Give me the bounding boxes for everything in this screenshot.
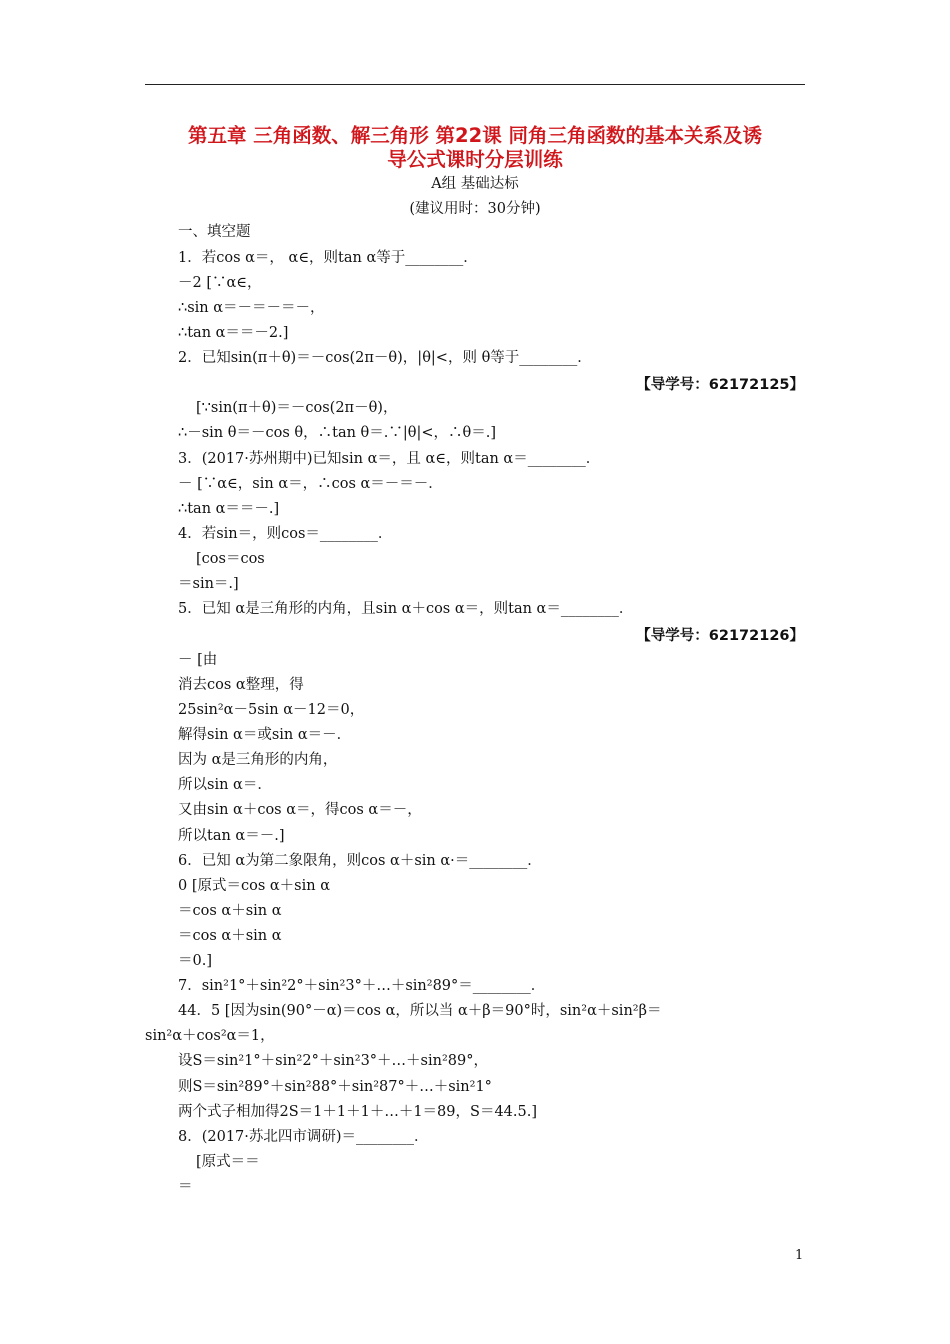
text-line: 所以tan α＝－.] bbox=[178, 828, 285, 844]
text-line: 所以sin α＝． bbox=[178, 777, 272, 793]
group-label: A组 基础达标 bbox=[431, 176, 519, 192]
text-line: 5．已知 α是三角形的内角，且sin α＋cos α＝，则tan α＝________． bbox=[178, 601, 634, 617]
text-line: 7．sin²1°＋sin²2°＋sin²3°＋…＋sin²89°＝________． bbox=[178, 978, 546, 994]
text-line: 因为 α是三角形的内角， bbox=[178, 752, 338, 768]
text-line: ＝ bbox=[178, 1179, 193, 1195]
text-line: ＝cos α＋sin α bbox=[178, 928, 282, 944]
guide-number-note: 【导学号：62172126】 bbox=[636, 628, 804, 644]
guide-number-note: 【导学号：62172125】 bbox=[636, 377, 804, 393]
text-line: 消去cos α整理，得 bbox=[178, 677, 304, 693]
text-line: ∴sin α＝－＝－＝－， bbox=[178, 300, 325, 316]
text-line: － [由 bbox=[178, 652, 218, 668]
text-line: 3．(2017·苏州期中)已知sin α＝，且 α∈，则tan α＝________． bbox=[178, 451, 601, 467]
text-line: － [∵α∈，sin α＝，∴cos α＝－＝－． bbox=[178, 476, 443, 492]
text-line: －2 [∵α∈， bbox=[178, 275, 262, 291]
page-number: 1 bbox=[795, 1248, 804, 1263]
text-line: 1．若cos α＝， α∈，则tan α等于________． bbox=[178, 250, 478, 266]
text-line: ∴tan α＝＝－2.] bbox=[178, 325, 289, 341]
text-line: 6．已知 α为第二象限角，则cos α＋sin α·＝________． bbox=[178, 853, 542, 869]
text-line: [原式＝＝ bbox=[196, 1154, 260, 1170]
text-line: 又由sin α＋cos α＝，得cos α＝－， bbox=[178, 802, 422, 818]
text-line: 一、填空题 bbox=[178, 224, 251, 240]
text-line: ∴tan α＝＝－.] bbox=[178, 501, 280, 517]
text-line: 8．(2017·苏北四市调研)＝________． bbox=[178, 1129, 429, 1145]
text-line: [cos＝cos bbox=[196, 551, 265, 567]
text-line: 设S＝sin²1°＋sin²2°＋sin²3°＋…＋sin²89°， bbox=[178, 1053, 488, 1069]
text-line: 2．已知sin(π＋θ)＝－cos(2π－θ)，|θ|<，则 θ等于________． bbox=[178, 350, 592, 366]
text-line: sin²α＋cos²α＝1， bbox=[145, 1028, 275, 1044]
text-line: 4．若sin＝，则cos＝________． bbox=[178, 526, 393, 542]
text-line: 44．5 [因为sin(90°－α)＝cos α，所以当 α＋β＝90°时，sin²α＋sin²β＝ bbox=[178, 1003, 662, 1019]
text-line: 25sin²α－5sin α－12＝0， bbox=[178, 702, 365, 718]
header-rule bbox=[145, 84, 805, 85]
page-title-line-1: 第五章 三角函数、解三角形 第22课 同角三角函数的基本关系及诱 bbox=[187, 124, 762, 147]
page-title-line-2: 导公式课时分层训练 bbox=[387, 148, 563, 171]
text-line: 0 [原式＝cos α＋sin α bbox=[178, 878, 331, 894]
text-line: ＝0.] bbox=[178, 953, 212, 969]
text-line: ＝sin＝.] bbox=[178, 576, 239, 592]
text-line: 则S＝sin²89°＋sin²88°＋sin²87°＋…＋sin²1° bbox=[178, 1079, 492, 1095]
suggested-time: (建议用时：30分钟) bbox=[409, 201, 541, 217]
text-line: 两个式子相加得2S＝1＋1＋1＋…＋1＝89，S＝44.5.] bbox=[178, 1104, 537, 1120]
text-line: [∵sin(π＋θ)＝－cos(2π－θ)， bbox=[196, 400, 398, 416]
text-line: ∴－sin θ＝－cos θ，∴tan θ＝.∵|θ|<，∴θ＝.] bbox=[178, 425, 497, 441]
text-line: ＝cos α＋sin α bbox=[178, 903, 282, 919]
text-line: 解得sin α＝或sin α＝－． bbox=[178, 727, 352, 743]
